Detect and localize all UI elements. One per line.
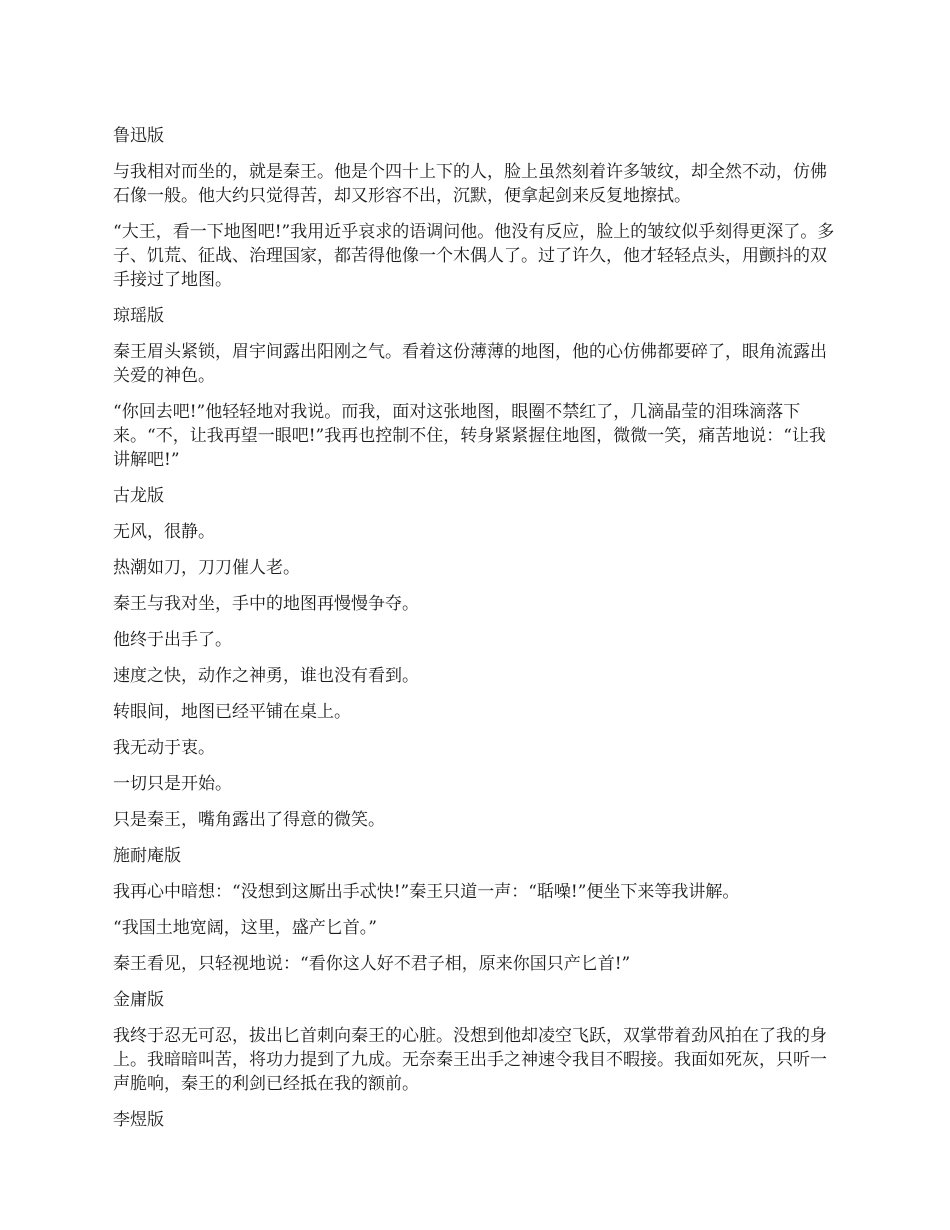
paragraph: “大王，看一下地图吧!”我用近乎哀求的语调问他。他没有反应，脸上的皱纹似乎刻得更深了。多子、饥荒、征战、治理国家，都苦得他像一个木偶人了。过了许久，他才轻轻点头，用颤抖的双手接过了地图。 (113, 222, 835, 290)
section-heading-shinaian: 施耐庵版 (113, 846, 181, 866)
paragraph: 我终于忍无可忍，拔出匕首刺向秦王的心脏。没想到他却凌空飞跃，双掌带着劲风拍在了我的身上。我暗暗叫苦，将功力提到了九成。无奈秦王出手之神速令我目不暇接。我面如死灰，只听一声脆响，秦王的利剑已经抵在我的额前。 (113, 1026, 827, 1094)
paragraph: 无风，很静。 (113, 522, 215, 542)
paragraph: 我无动于衷。 (113, 738, 215, 758)
paragraph: 秦王与我对坐，手中的地图再慢慢争夺。 (113, 594, 419, 614)
paragraph: 与我相对而坐的，就是秦王。他是个四十上下的人，脸上虽然刻着许多皱纹，却全然不动，仿佛石像一般。他大约只觉得苦，却又形容不出，沉默，便拿起剑来反复地擦拭。 (113, 162, 827, 206)
paragraph: “我国土地宽阔，这里，盛产匕首。” (113, 918, 377, 938)
document-page (113, 124, 840, 1144)
paragraph: 秦王看见，只轻视地说：“看你这人好不君子相，原来你国只产匕首!” (113, 954, 631, 974)
paragraph: 我再心中暗想：“没想到这厮出手忒快!”秦王只道一声：“聒噪!”便坐下来等我讲解。 (113, 882, 740, 902)
section-heading-gulong: 古龙版 (113, 486, 164, 506)
paragraph: 他终于出手了。 (113, 630, 232, 650)
paragraph: “你回去吧!”他轻轻地对我说。而我，面对这张地图，眼圈不禁红了，几滴晶莹的泪珠滴落下来。“不，让我再望一眼吧!”我再也控制不住，转身紧紧握住地图，微微一笑，痛苦地说：“让我讲解吧!” (113, 402, 826, 470)
paragraph: 热潮如刀，刀刀催人老。 (113, 558, 300, 578)
paragraph: 一切只是开始。 (113, 774, 232, 794)
section-heading-liyu: 李煜版 (113, 1110, 164, 1130)
section-heading-qiongyao: 琼瑶版 (113, 306, 164, 326)
paragraph: 转眼间，地图已经平铺在桌上。 (113, 702, 351, 722)
section-heading-jinyong: 金庸版 (113, 990, 164, 1010)
paragraph: 只是秦王，嘴角露出了得意的微笑。 (113, 810, 385, 830)
paragraph: 秦王眉头紧锁，眉宇间露出阳刚之气。看着这份薄薄的地图，他的心仿佛都要碎了，眼角流露出关爱的神色。 (113, 342, 827, 386)
section-heading-luxun: 鲁迅版 (113, 126, 164, 146)
paragraph: 速度之快，动作之神勇，谁也没有看到。 (113, 666, 419, 686)
